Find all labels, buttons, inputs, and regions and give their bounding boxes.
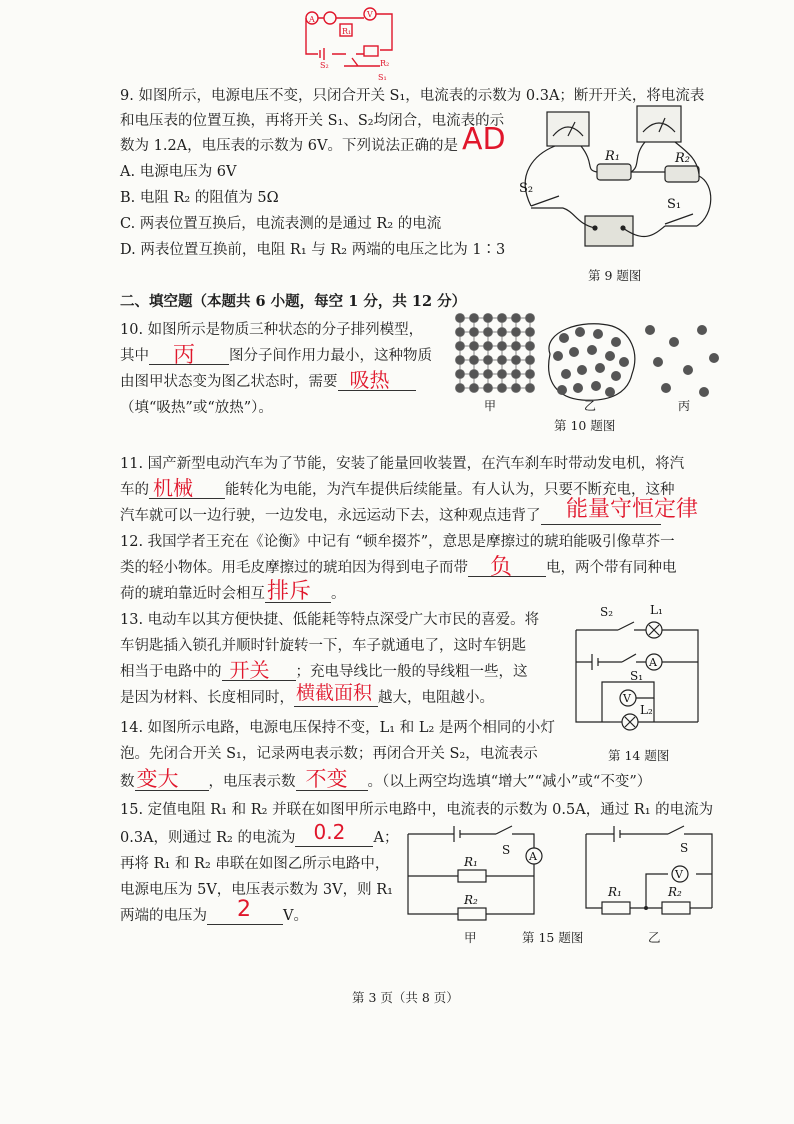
solid-molecule [470,384,479,393]
solid-molecule [470,328,479,337]
solid-molecule [456,314,465,323]
sketch-v: V [367,10,373,19]
q14-line3a: 数 [120,774,135,790]
q9-figure-caption: 第 9 题图 [588,268,642,283]
sketch-s1: S₁ [378,73,387,82]
liquid-molecule [587,345,597,355]
q15-line5 [120,897,308,925]
solid-molecule [512,384,521,393]
q12-blank1[interactable] [468,555,546,580]
q9-fig-s2: S₂ [519,181,534,196]
q9-line3: 数为 1.2A，电压表的示数为 6V。下列说法正确的是 [120,138,458,154]
q12-line2 [120,555,677,580]
solid-molecule [456,342,465,351]
q13-blank1[interactable] [222,658,296,682]
q13-line1: 13. 电动车以其方便快捷、低能耗等特点深受广大市民的喜爱。将 [120,612,540,628]
q14-figure-caption: 第 14 题图 [608,748,670,763]
q15-figure-jia [406,822,556,922]
q11-line1: 11. 国产新型电动汽车为了节能，安装了能量回收装置，在汽车刹车时带动发电机，将汽 [120,456,685,472]
q9-fig-s1: S₁ [667,197,682,212]
q10-figure [452,312,722,422]
q14-figure [574,602,704,742]
q9-option-b: B. 电阻 R₂ 的阻值为 5Ω [120,190,279,206]
gas-molecule [697,325,707,335]
liquid-molecule [605,387,615,397]
q15-answer2: 2 [237,897,251,922]
solid-molecule [526,356,535,365]
q12-line2b: 电，两个带有同种电 [546,560,677,576]
sketch-s2: S₂ [320,61,329,70]
q11-line3-text: 汽车就可以一边行驶，一边发电，永远运动下去，这种观点违背了 [120,508,541,524]
liquid-molecule [569,347,579,357]
gas-molecule [709,353,719,363]
q14-line3 [120,767,652,791]
q12-line3-text: 荷的琥珀靠近时会相互 [120,586,265,602]
q10-line3 [120,370,416,391]
q9-fig-r2: R₂ [675,151,690,166]
q10-answer2: 吸热 [349,368,390,392]
liquid-molecule [605,351,615,361]
liquid-molecule [591,381,601,391]
q10-line2a: 其中 [120,348,149,364]
q13-answer1: 开关 [229,658,270,682]
gas-molecule [661,383,671,393]
q12-line1: 12. 我国学者王充在《论衡》中记有 “顿牟掇芥”，意思是摩擦过的琥珀能吸引像草芥一 [120,534,675,550]
q15-fig-yi-r1: R₁ [608,885,622,899]
gas-molecule [683,365,693,375]
solid-molecule [512,328,521,337]
q14-blank2[interactable] [296,767,368,791]
q14-blank1[interactable] [135,767,209,791]
q14-fig-a: A [649,656,657,669]
solid-molecule [498,314,507,323]
solid-molecule [456,384,465,393]
solid-molecule [526,342,535,351]
solid-molecule [526,314,535,323]
q10-answer1: 丙 [173,343,196,368]
q14-line2: 泡。先闭合开关 S₁，记录两电表示数；再闭合开关 S₂，电流表示 [120,746,538,762]
sketch-r1: R₁ [342,27,352,36]
q12-blank2[interactable] [265,579,331,604]
q14-answer1: 变大 [136,767,179,791]
q11-line2a: 车的 [120,482,149,498]
liquid-molecule [573,383,583,393]
q15-fig-label-yi: 乙 [648,930,661,945]
q10-line4: （填“吸热”或“放热”）。 [120,400,273,416]
q10-fig-label-bing: 丙 [678,399,691,413]
q15-fig-jia-r1: R₁ [464,855,478,869]
gas-molecule [645,325,655,335]
solid-molecule [456,370,465,379]
liquid-molecule [611,371,621,381]
q9-option-d: D. 两表位置互换前，电阻 R₁ 与 R₂ 两端的电压之比为 1∶3 [120,242,506,258]
solid-molecule [512,314,521,323]
solid-molecule [456,328,465,337]
q10-line1: 10. 如图所示是物质三种状态的分子排列模型， [120,322,424,338]
q15-line5a: 两端的电压为 [120,908,207,924]
solid-molecule [498,384,507,393]
q13-line4b: 是因为材料、长度相同时， [120,690,294,706]
q15-fig-jia-s: S [502,843,511,857]
q14-fig-v: V [623,692,631,705]
q15-fig-yi-r2: R₂ [668,885,682,899]
liquid-molecule [559,333,569,343]
solid-molecule [484,370,493,379]
q9-line2: 和电压表的位置互换，再将开关 S₁、S₂均闭合，电流表的示 [120,113,505,129]
q15-fig-label-jia: 甲 [464,930,477,945]
q14-fig-s2: S₂ [600,605,614,619]
q15-blank1[interactable] [295,820,373,847]
q15-line4: 电源电压为 5V，电压表示数为 3V，则 R₁ [120,882,393,898]
solid-molecule [470,342,479,351]
q9-figure [515,104,715,264]
q10-blank1[interactable] [149,343,229,368]
liquid-molecule [553,351,563,361]
page-footer: 第 3 页（共 8 页） [352,990,459,1005]
q15-line5b: V。 [283,908,308,924]
q15-line2b: A； [373,830,399,846]
solid-molecule [498,328,507,337]
q9-option-a: A. 电源电压为 6V [120,164,237,180]
solid-molecule [484,356,493,365]
q15-fig-yi-s: S [680,841,689,855]
q15-figure-caption: 第 15 题图 [522,930,584,945]
q10-figure-caption: 第 10 题图 [554,418,616,433]
q13-line3b: ；充电导线比一般的导线粗一些，这 [295,664,528,680]
q9-line1: 9. 如图所示，电源电压不变，只闭合开关 S₁，电流表的示数为 0.3A；断开开关，将电流表 [120,88,705,104]
solid-molecule [484,342,493,351]
solid-molecule [470,356,479,365]
q11-blank1[interactable] [149,476,225,500]
q11-answer2: 能量守恒定律 [566,497,699,522]
solid-molecule [484,384,493,393]
q13-line4 [120,682,494,707]
q10-line3-text: 由图甲状态变为图乙状态时，需要 [120,374,338,390]
liquid-molecule [593,329,603,339]
q12-answer2: 排斥 [267,579,312,604]
q10-fig-label-yi: 乙 [584,399,597,413]
q12-line3-end: 。 [331,586,346,602]
q15-line2 [120,820,399,847]
solid-molecule [512,342,521,351]
q9-option-c: C. 两表位置互换后，电流表测的是通过 R₂ 的电流 [120,216,442,232]
solid-molecule [498,370,507,379]
gas-molecule [669,337,679,347]
q13-line4c: 越大，电阻越小。 [378,690,494,706]
solid-molecule [470,314,479,323]
q10-line2b: 图分子间作用力最小，这种物质 [229,348,432,364]
q10-line2 [120,343,432,368]
liquid-molecule [611,337,621,347]
q15-figure-yi [584,822,724,922]
sketch-a: A [309,15,315,24]
q15-line3: 再将 R₁ 和 R₂ 串联在如图乙所示电路中， [120,856,390,872]
q13-line2: 车钥匙插入锁孔并顺时针旋转一下，车子就通电了，这时车钥匙 [120,638,526,654]
solid-molecule [470,370,479,379]
q14-line3b: ，电压表示数 [208,774,296,790]
solid-molecule [484,328,493,337]
q15-line1: 15. 定值电阻 R₁ 和 R₂ 并联在如图甲所示电路中，电流表的示数为 0.5A，通过 R₁ 的电流为 [120,802,714,818]
solid-molecule [526,384,535,393]
sketch-r2: R₂ [380,59,390,68]
q14-fig-l1: L₁ [650,603,663,617]
q13-blank2[interactable] [294,682,378,707]
q14-line3c: 。（以上两空均选填“增大”“减小”或“不变”） [367,774,652,790]
q13-line3a: 相当于电路中的 [120,664,222,680]
q10-blank2[interactable] [338,368,416,392]
q9-fig-r1: R₁ [605,149,620,164]
q10-fig-label-jia: 甲 [484,399,497,413]
q14-answer2: 不变 [305,767,348,791]
q13-answer2: 横截面积 [296,682,373,704]
liquid-molecule [557,385,567,395]
section2-title: 二、填空题（本题共 6 小题，每空 1 分，共 12 分） [120,293,467,310]
solid-molecule [512,356,521,365]
q14-fig-l2: L₂ [640,703,653,717]
liquid-molecule [619,357,629,367]
solid-molecule [512,370,521,379]
solid-molecule [526,370,535,379]
liquid-molecule [575,327,585,337]
q15-fig-jia-r2: R₂ [464,893,478,907]
q12-line3 [120,579,346,604]
q12-answer1: 负 [490,555,513,580]
solid-molecule [456,356,465,365]
liquid-molecule [595,363,605,373]
liquid-molecule [577,365,587,375]
liquid-molecule [561,369,571,379]
q15-fig-yi-v: V [675,868,683,881]
q11-line2b: 能转化为电能，为汽车提供后续能量。有人认为，只要不断充电，这种 [225,482,675,498]
q15-blank2[interactable] [207,897,283,925]
solid-molecule [526,328,535,337]
handwritten-circuit-sketch [300,4,410,82]
gas-molecule [653,357,663,367]
q11-answer1: 机械 [153,476,193,500]
solid-molecule [484,314,493,323]
solid-molecule [498,342,507,351]
q12-line2a: 类的轻小物体。用毛皮摩擦过的琥珀因为得到电子而带 [120,560,468,576]
q15-answer1: 0.2 [313,820,346,844]
q14-line1: 14. 如图所示电路，电源电压保持不变，L₁ 和 L₂ 是两个相同的小灯 [120,720,555,736]
q14-fig-s1: S₁ [630,669,644,683]
solid-molecule [498,356,507,365]
q9-answer: AD [462,122,506,157]
q15-fig-jia-a: A [529,850,537,863]
q15-line2a: 0.3A，则通过 R₂ 的电流为 [120,830,296,846]
gas-molecule [699,387,709,397]
